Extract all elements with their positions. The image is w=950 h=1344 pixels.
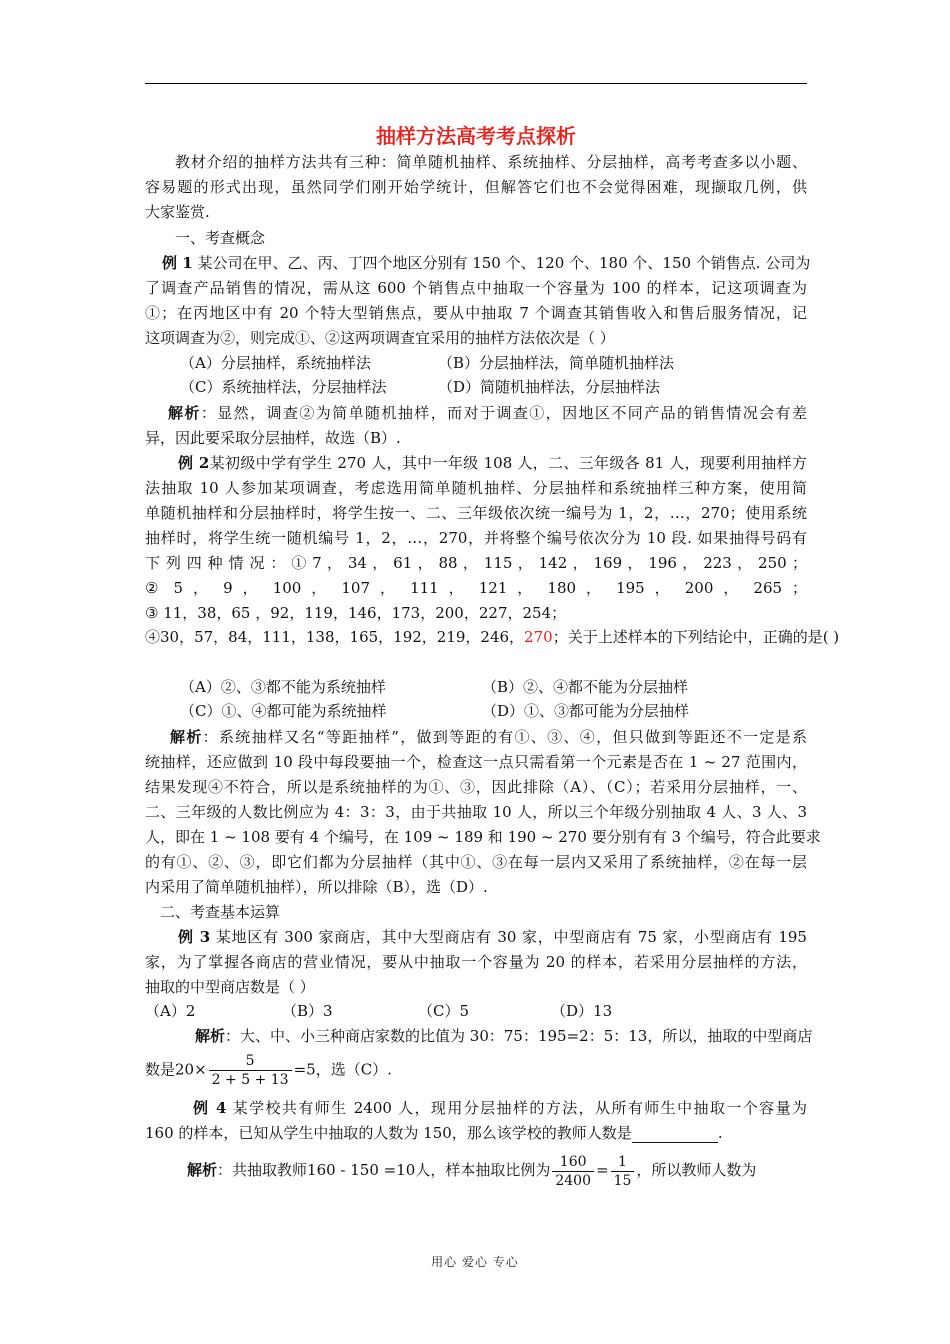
analysis-label: 解析 xyxy=(168,404,201,422)
analysis-label: 解析 xyxy=(170,728,203,746)
answer-blank xyxy=(632,1127,718,1143)
example-1-analysis-line-2: 异，因此要采取分层抽样，故选（B）. xyxy=(145,429,401,447)
fraction xyxy=(209,1052,292,1089)
example-1-option-a: （A）分层抽样，系统抽样法 xyxy=(180,354,371,372)
example-1-analysis-line-1 xyxy=(168,403,807,423)
analysis-text: ：共抽取教师 xyxy=(217,1161,308,1179)
example-2-line-8 xyxy=(145,627,840,647)
math-expression: 160 - 150 =10 xyxy=(307,1161,416,1179)
period: . xyxy=(717,1124,723,1142)
analysis-text: 人，样本抽取比例为 xyxy=(415,1161,551,1179)
analysis-label: 解析 xyxy=(195,1027,226,1045)
example-3-line-2: 家，为了掌握各商店的营业情况，要从中抽取一个容量为 20 的样本，若采用分层抽样的方法， xyxy=(145,953,807,971)
example-1-text: 某公司在甲、乙、丙、丁四个地区分别有 150 个、120 个、180 个、150 个销售点. 公司为 xyxy=(192,254,811,272)
example-1-label: 例 1 xyxy=(162,254,193,272)
analysis-text: ：显然，调查②为简单随机抽样，而对于调查①，因地区不同产品的销售情况会有差 xyxy=(200,404,807,422)
example-2-line-1 xyxy=(178,453,807,473)
example-2-text: 某初级中学有学生 270 人，其中一年级 108 人，二、三年级各 81 人，现要利用抽样方 xyxy=(209,454,807,472)
example-2-line-3: 单随机抽样和分层抽样时，将学生按一、二、三年级依次统一编号为 1，2，…，270；使用系统 xyxy=(145,504,807,522)
math-result: =5 xyxy=(293,1060,316,1079)
analysis-label: 解析 xyxy=(187,1161,218,1179)
page-footer: 用心 爱心 专心 xyxy=(431,1255,519,1269)
example-2-option-b: （B）②、④都不能为分层抽样 xyxy=(482,678,689,696)
example-2-line-5: 下 列 四 种 情 况 ： ① 7 ， 34 ， 61 ， 88 ， 115 ， 142 ， 169 ， 196 ， 223 ， 250 ； xyxy=(145,554,807,572)
example-1-line-4: 这项调查为②，则完成①、②这两项调查宜采用的抽样方法依次是（ ） xyxy=(145,329,615,347)
example-4-line-2 xyxy=(145,1123,807,1143)
fraction xyxy=(611,1153,635,1190)
example-2-analysis-line-1 xyxy=(170,727,807,747)
equals-sign: = xyxy=(595,1161,609,1179)
section-heading-1: 一、考查概念 xyxy=(175,229,266,247)
example-3-option-a: （A）2 xyxy=(145,1002,196,1020)
example-1-option-b: （B）分层抽样法，简单随机抽样法 xyxy=(438,354,675,372)
example-4-line-1 xyxy=(193,1098,807,1118)
example-4-analysis-line-1 xyxy=(187,1150,807,1190)
example-3-label: 例 3 xyxy=(178,928,211,946)
fraction xyxy=(552,1153,594,1190)
highlighted-value: 270 xyxy=(524,628,553,646)
page-title: 抽样方法高考考点探析 xyxy=(376,124,576,148)
example-2-label: 例 2 xyxy=(178,454,210,472)
example-1-line-2: 了调查产品销售的情况，需从这 600 个销售点中抽取一个容量为 100 的样本，记这项调查为 xyxy=(145,279,807,297)
example-1-option-c: （C）系统抽样法，分层抽样法 xyxy=(180,378,387,396)
fraction-numerator: 5 xyxy=(245,1053,255,1069)
example-2-option-c: （C）①、④都可能为系统抽样 xyxy=(180,702,387,720)
example-1-line-3: ①；在丙地区中有 20 个特大型销焦点，要从中抽取 7 个调查其销售收入和售后服务情况，记 xyxy=(145,304,807,322)
example-3-analysis-line-2 xyxy=(145,1052,807,1086)
example-2-line-7: ③ 11，38，65 ，92，119，146，173，200，227，254； xyxy=(145,604,567,622)
analysis-text: ：系统抽样又名“等距抽样”，做到等距的有①、③、④，但只做到等距还不一定是系 xyxy=(202,728,807,746)
example-2-option-d: （D）①、③都可能为分层抽样 xyxy=(482,702,690,720)
intro-line-3: 大家鉴赏. xyxy=(145,203,210,221)
section-heading-2: 二、考查基本运算 xyxy=(160,903,281,921)
example-4-text: 某学校共有师生 2400 人，现用分层抽样的方法，从所有师生中抽取一个容量为 xyxy=(226,1099,807,1117)
example-3-line-3: 抽取的中型商店数是（ ） xyxy=(145,978,315,996)
analysis-text: ，所以教师人数为 xyxy=(636,1161,757,1179)
example-2-analysis-line-7: 内采用了简单随机抽样），所以排除（B），选（D）. xyxy=(145,878,488,896)
fraction-denominator: 15 xyxy=(611,1171,635,1190)
intro-line-1: 教材介绍的抽样方法共有三种：简单随机抽样、系统抽样、分层抽样，高考考查多以小题、 xyxy=(175,153,807,171)
example-3-analysis-line-1 xyxy=(195,1026,813,1046)
example-3-line-1 xyxy=(178,927,807,947)
example-2-option-a: （A）②、③都不能为系统抽样 xyxy=(180,678,386,696)
example-1-line-1 xyxy=(162,253,811,273)
header-rule xyxy=(145,83,807,84)
example-2-line-4: 抽样时，将学生统一随机编号 1，2，…，270，并将整个编号依次分为 10 段. 如果抽得号码有 xyxy=(145,529,807,547)
fraction-denominator: 2400 xyxy=(552,1171,594,1190)
example-2-analysis-line-2: 统抽样，还应做到 10 段中每段要抽一个，检查这一点只需看第一个元素是否在 1 ~ 27 范围内， xyxy=(145,753,807,771)
example-2-line-2: 法抽取 10 人参加某项调查，考虑选用简单随机抽样、分层抽样和系统抽样三种方案，使用简 xyxy=(145,479,807,497)
fraction-numerator: 160 xyxy=(559,1153,587,1170)
example-1-option-d: （D）简随机抽样法，分层抽样法 xyxy=(438,378,661,396)
math-expression: 20× xyxy=(175,1060,207,1079)
example-4-text: 160 的样本，已知从学生中抽取的人数为 150，那么该学校的教师人数是 xyxy=(145,1124,632,1142)
analysis-text: ：大、中、小三种商店家数的比值为 30：75：195=2：5：13，所以，抽取的中型商店 xyxy=(225,1027,813,1045)
analysis-text: 数是 xyxy=(145,1060,176,1079)
fraction-numerator: 1 xyxy=(618,1153,627,1170)
example-2-analysis-line-4: 二、三年级的人数比例应为 4：3：3，由于共抽取 10 人，所以三个年级分别抽取 4 人、3 人、3 xyxy=(145,803,807,821)
example-2-line-6: ② 5 ， 9 ， 100 ， 107 ， 111 ， 121 ， 180 ， 195 ， 200 ， 265 ； xyxy=(145,579,807,597)
intro-line-2: 容易题的形式出现，虽然同学们刚开始学统计，但解答它们也不会觉得困难，现撷取几例，供 xyxy=(145,178,807,196)
fraction-denominator: 2 + 5 + 13 xyxy=(209,1070,292,1089)
example-3-text: 某地区有 300 家商店，其中大型商店有 30 家，中型商店有 75 家，小型商店有 195 xyxy=(210,928,807,946)
example-2-analysis-line-5: 人，即在 1 ~ 108 要有 4 个编号，在 109 ~ 189 和 190 ~ 270 要分别有有 3 个编号，符合此要求 xyxy=(145,828,821,846)
sample-4-values: ④30，57，84，111，138，165，192，219，246， xyxy=(145,628,525,646)
example-3-option-b: （B）3 xyxy=(282,1002,333,1020)
example-2-question: ；关于上述样本的下列结论中，正确的是( ) xyxy=(552,628,840,646)
analysis-text: ，选（C）. xyxy=(315,1060,392,1079)
example-2-analysis-line-6: 的有①、②、③，即它们都为分层抽样（其中①、③在每一层内又采用了系统抽样，②在每一层 xyxy=(145,853,807,871)
example-3-option-c: （C）5 xyxy=(418,1002,470,1020)
example-3-option-d: （D）13 xyxy=(551,1002,613,1020)
example-2-analysis-line-3: 结果发现④不符合，所以是系统抽样的为①、③，因此排除（A）、（C）；若采用分层抽样，一、 xyxy=(145,778,807,796)
example-4-label: 例 4 xyxy=(193,1099,227,1117)
